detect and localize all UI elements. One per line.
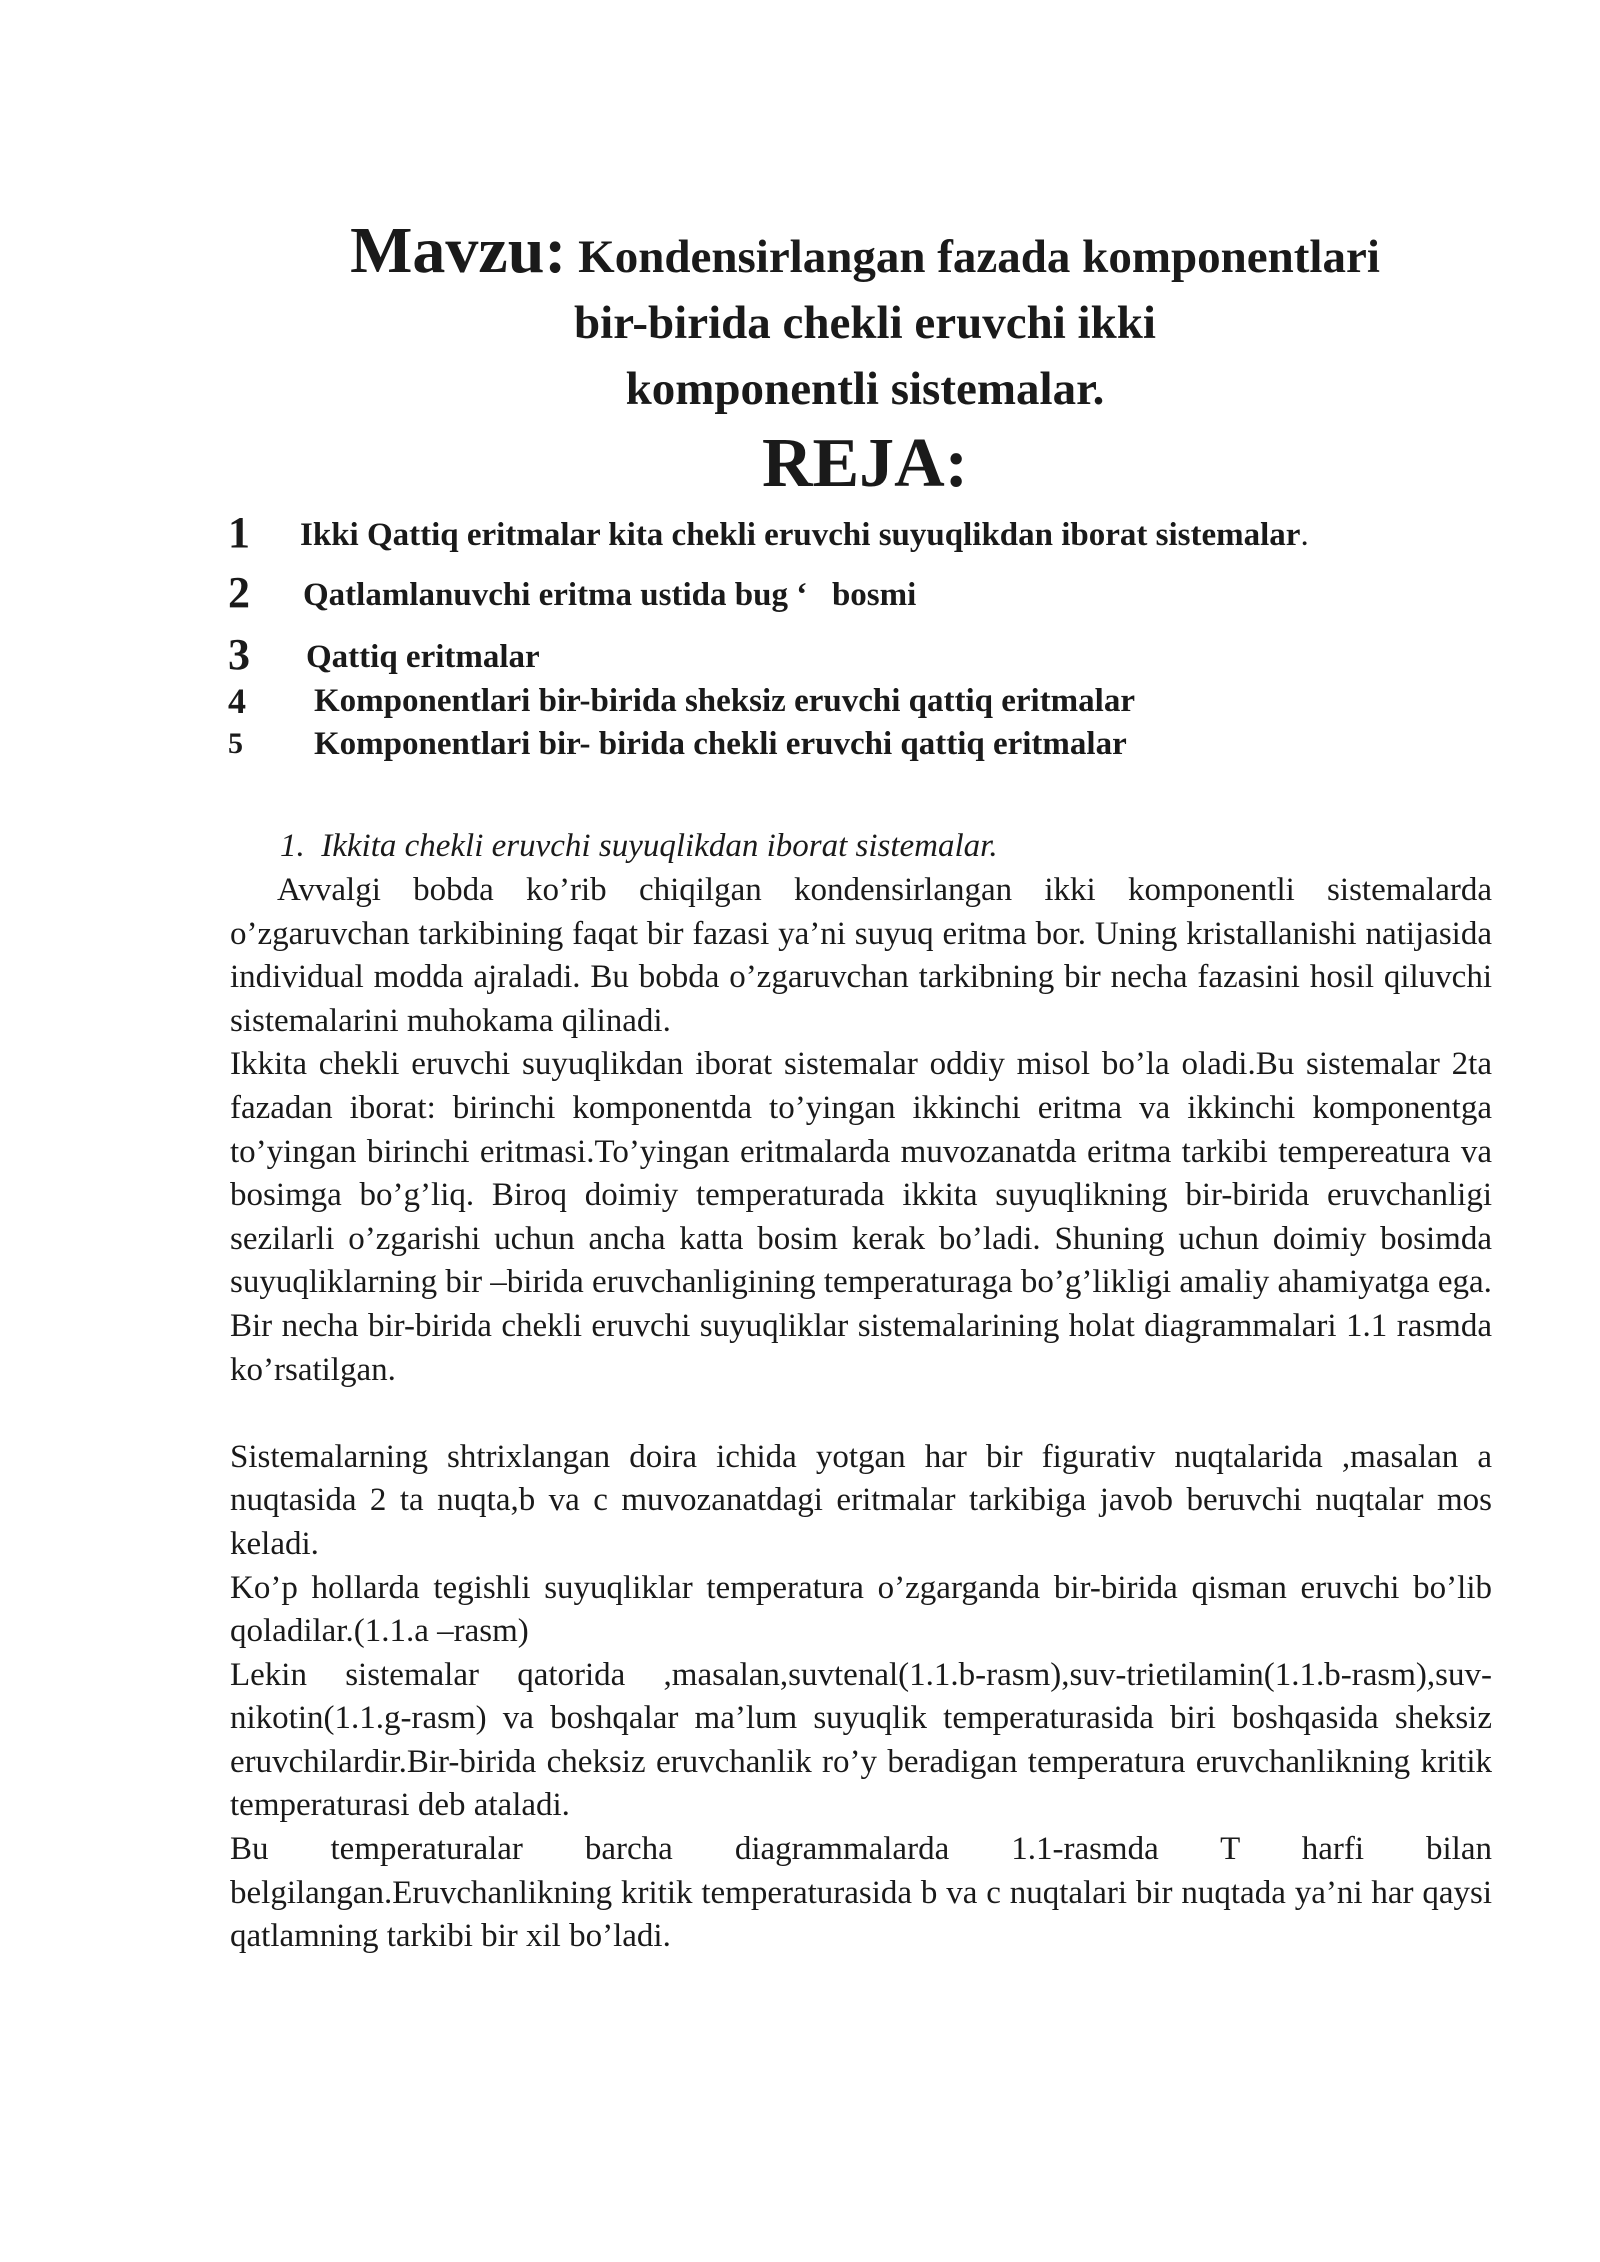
plan-item-text: Qatlamlanuvchi eritma ustida bug ‘ bosmi — [303, 577, 917, 613]
title-label: Mavzu: — [350, 214, 567, 287]
plan-item-text: Ikki Qattiq eritmalar kita chekli eruvchi suyuqlikdan iborat sistemalar. — [300, 517, 1309, 553]
paragraph: Sistemalarning shtrixlangan doira ichida yotgan har bir figurativ nuqtalarida ,masalan a nuqtasida 2 ta nuqta,b va c muvozanatdagi eritmalar tarkibiga javob beruvchi nuqtalar mos keladi. — [230, 1438, 1492, 1562]
paragraph: Lekin sistemalar qatorida ,masalan,suvtenal(1.1.b-rasm),suv-trietilamin(1.1.b-rasm),suv-nikotin(1.1.g-rasm) va boshqalar ma’lum suyuqlik temperaturasida biri boshqasida sheksiz eruvchilardir.Bir-birida cheksiz eruvchanlik ro’y beradigan temperatura eruvchanlikning kritik temperaturasi deb ataladi. — [230, 1656, 1492, 1824]
plan-item-number: 3 — [228, 630, 250, 679]
title-line-1 — [230, 214, 1500, 290]
plan-item-text: Komponentlari bir- birida chekli eruvchi qattiq eritmalar — [314, 726, 1127, 762]
plan-item-number: 1 — [228, 508, 250, 557]
plan-item-number: 2 — [228, 568, 250, 617]
plan-item — [228, 679, 1528, 722]
plan-item — [228, 565, 1528, 627]
plan-item-number: 5 — [228, 727, 243, 760]
paragraph: Bir necha bir-birida chekli eruvchi suyuqliklar sistemalarining holat diagrammalari 1.1 rasmda ko’rsatilgan. — [230, 1307, 1492, 1388]
paragraph: Bu temperaturalar barcha diagrammalarda 1.1-rasmda T harfi bilan belgilangan.Eruvchanlikning kritik temperaturasida b va c nuqtalari bir nuqtada ya’ni har qaysi qatlamning tarkibi bir xil bo’ladi. — [230, 1831, 1492, 1955]
plan-item — [228, 722, 1528, 766]
plan-item — [228, 627, 1528, 679]
title-text-1: Kondensirlangan fazada komponentlari — [578, 231, 1380, 283]
paragraph: Ko’p hollarda tegishli suyuqliklar temperatura o’zgarganda bir-birida qisman eruvchi bo’lib qoladilar.(1.1.a –rasm) — [230, 1569, 1492, 1650]
plan-list — [228, 505, 1528, 766]
document-title — [230, 214, 1500, 422]
plan-item-text: Komponentlari bir-birida sheksiz eruvchi qattiq eritmalar — [314, 683, 1135, 719]
paragraph: Ikkita chekli eruvchi suyuqlikdan iborat sistemalar oddiy misol bo’la oladi.Bu sistemalar 2ta fazadan iborat: birinchi komponentda to’yingan ikkinchi eritma va ikkinchi komponentga to’yingan birinchi eritmasi.To’yingan eritmalarda muvozanatda eritma tarkibi tempereatura va bosimga bo’g’liq. Biroq doimiy temperaturada ikkita suyuqlikning bir-birida eruvchanligi sezilarli o’zgarishi uchun ancha katta bosim kerak bo’ladi. Shuning uchun doimiy bosimda suyuqliklarning bir –birida eruvchanligining temperaturaga bo’g’likligi amaliy ahamiyatga ega. — [230, 1046, 1492, 1301]
plan-item-text: Qattiq eritmalar — [306, 639, 540, 675]
plan-item-number: 4 — [228, 681, 246, 721]
paragraph: Avvalgi bobda ko’rib chiqilgan kondensirlangan ikki komponentli sistemalarda o’zgaruvchan tarkibining faqat bir fazasi ya’ni suyuq eritma bor. Uning kristallanishi natijasida individual modda ajraladi. Bu bobda o’zgaruvchan tarkibning bir necha fazasini hosil qiluvchi sistemalarini muhokama qilinadi. — [230, 872, 1492, 1039]
title-line-2: bir-birida chekli eruvchi ikki — [574, 297, 1156, 349]
plan-heading: REJA: — [761, 425, 969, 502]
body-text — [230, 869, 1492, 1959]
plan-item — [228, 505, 1528, 565]
title-line-3: komponentli sistemalar. — [625, 363, 1105, 415]
section-heading: 1. Ikkita chekli eruvchi suyuqlikdan iborat sistemalar. — [280, 828, 998, 864]
